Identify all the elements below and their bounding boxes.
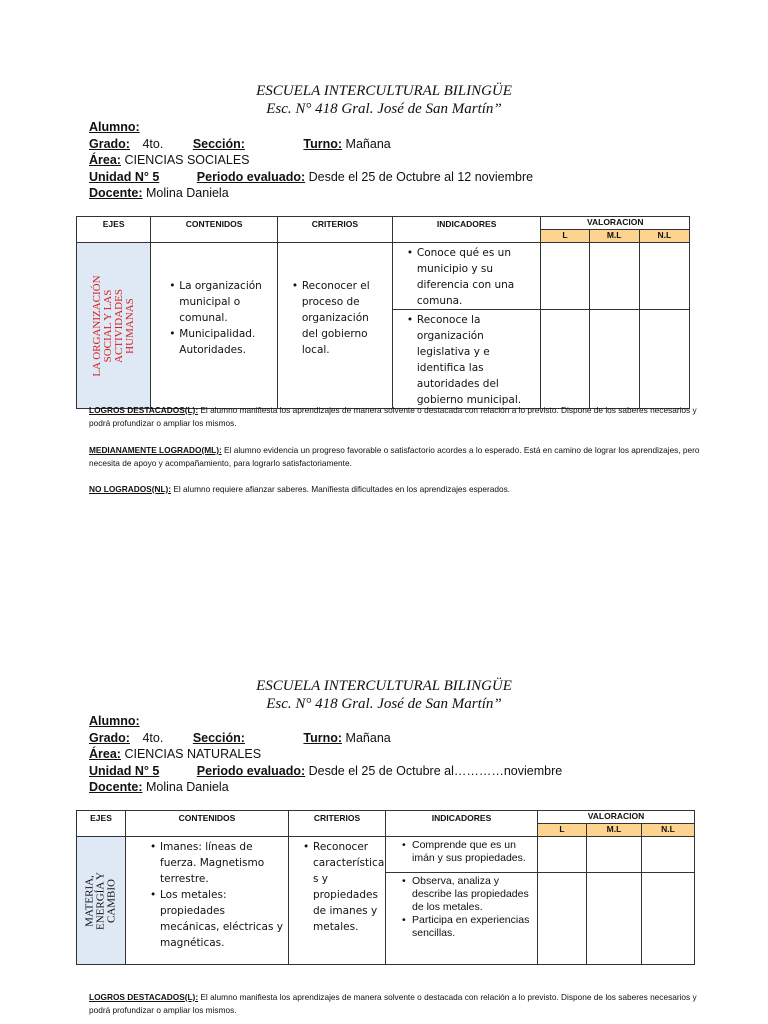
contenido-item: • La organización municipal o comunal. [179,278,273,326]
area-label: Área: [89,153,121,167]
indicador-item: • Observa, analiza y describe las propiedades de los metales. [412,875,533,914]
seccion-label: Sección: [192,136,245,151]
header-criterios: CRITERIOS [277,217,392,243]
eje-cell [77,837,126,965]
alumno-label: Alumno: [89,714,140,728]
header-criterios: CRITERIOS [289,811,386,837]
indicador-cell-1 [386,837,538,873]
header-indicadores: INDICADORES [386,811,538,837]
grado-value: 4to. [142,136,164,151]
school-name: ESCUELA INTERCULTURAL BILINGÜE [256,678,512,694]
docente-value: Molina Daniela [145,780,229,794]
assessment-table [76,216,690,409]
indicador-cell-1 [392,243,541,310]
area-label: Área: [89,747,121,761]
docente-value: Molina Daniela [145,186,229,200]
grado-label: Grado: [89,136,130,151]
indicador-item: • Conoce qué es un municipio y su diferencia con una comuna. [417,245,537,309]
header-ejes: EJES [77,811,126,837]
header-ml: M.L [589,230,639,243]
header-nl: N.L [642,824,695,837]
contenidos-cell [151,243,278,409]
note-logros: LOGROS DESTACADOS(L): El alumno manifiesta los aprendizajes de manera solvente o destacada con relación a lo previsto. Dispone de los saberes necesarios y podrá profundizar o ampliar los mismos. [89,405,697,428]
header-contenidos: CONTENIDOS [126,811,289,837]
indicador-item: • Comprende que es un imán y sus propiedades. [412,839,533,865]
header-nl: N.L [639,230,689,243]
seccion-label: Sección: [192,730,245,745]
school-name: ESCUELA INTERCULTURAL BILINGÜE [256,83,512,99]
docente-label: Docente: [89,780,143,794]
turno-label: Turno: [303,136,343,151]
unidad-label: Unidad N° 5 [89,169,160,184]
note-medianamente: MEDIANAMENTE LOGRADO(ML): El alumno evidencia un progreso favorable o satisfactorio acordes a lo esperado. Está en camino de lograr los aprendizajes, pero necesita de apoyo y acompañamiento, para lograrlo satisfactoriamente. [89,445,700,468]
valoracion-nl-1 [639,243,689,310]
grado-label: Grado: [89,730,130,745]
header-ml: M.L [587,824,642,837]
note-logros: LOGROS DESTACADOS(L): El alumno manifiesta los aprendizajes de manera solvente o destacada con relación a lo previsto. Dispone de los saberes necesarios y podrá profundizar o ampliar los mismos. [89,992,697,1015]
turno-value: Mañana [345,136,391,151]
indicador-item: • Participa en experiencias sencillas. [412,914,533,940]
periodo-label: Periodo evaluado: [196,763,306,778]
indicador-item: • Reconoce la organización legislativa y e identifica las autoridades del gobierno municipal. [417,312,537,408]
periodo-value: Desde el 25 de Octubre al…………noviembre [308,763,563,778]
eje-label: LA ORGANIZACIÓN SOCIAL Y LAS ACTIVIDADES HUMANAS [90,274,136,377]
header-l: L [538,824,587,837]
docente-label: Docente: [89,186,143,200]
contenido-item: • Imanes: líneas de fuerza. Magnetismo terrestre. [160,839,284,887]
contenidos-cell [126,837,289,965]
header-valoracion: VALORACION [538,811,695,824]
header-ejes: EJES [77,217,151,243]
unidad-label: Unidad N° 5 [89,763,160,778]
school-subtitle: Esc. N° 418 Gral. José de San Martín” [266,696,502,712]
header-indicadores: INDICADORES [392,217,541,243]
valoracion-nl-2 [642,873,695,965]
alumno-label: Alumno: [89,120,140,134]
student-info [89,119,533,202]
turno-label: Turno: [303,730,343,745]
grado-value: 4to. [142,730,164,745]
assessment-table [76,810,695,965]
periodo-label: Periodo evaluado: [196,169,306,184]
eje-cell [77,243,151,409]
student-info [89,713,562,796]
header-l: L [541,230,589,243]
indicador-cell-2 [392,310,541,409]
valoracion-l-2 [541,310,589,409]
criterio-item: • Reconocer característica s y propiedades de imanes y metales. [313,839,381,935]
valoracion-nl-1 [642,837,695,873]
valoracion-l-1 [541,243,589,310]
turno-value: Mañana [345,730,391,745]
note-no-logrados: NO LOGRADOS(NL): El alumno requiere afianzar saberes. Manifiesta dificultades en los aprendizajes esperados. [89,484,511,494]
indicador-cell-2 [386,873,538,965]
school-subtitle: Esc. N° 418 Gral. José de San Martín” [266,101,502,117]
valoracion-ml-1 [587,837,642,873]
area-value: CIENCIAS SOCIALES [124,153,250,167]
contenido-item: • Municipalidad. Autoridades. [179,326,273,358]
eje-label: MATERIA, ENERGÍA Y CAMBIO [83,871,118,930]
criterios-cell [289,837,386,965]
header-valoracion: VALORACION [541,217,690,230]
valoracion-ml-2 [589,310,639,409]
criterio-item: • Reconocer el proceso de organización del gobierno local. [302,278,386,358]
area-value: CIENCIAS NATURALES [124,747,262,761]
contenido-item: • Los metales: propiedades mecánicas, eléctricas y magnéticas. [160,887,284,951]
valoracion-nl-2 [639,310,689,409]
valoracion-l-2 [538,873,587,965]
valoracion-l-1 [538,837,587,873]
valoracion-ml-1 [589,243,639,310]
valoracion-ml-2 [587,873,642,965]
criterios-cell [277,243,392,409]
periodo-value: Desde el 25 de Octubre al 12 noviembre [308,169,534,184]
header-contenidos: CONTENIDOS [151,217,278,243]
